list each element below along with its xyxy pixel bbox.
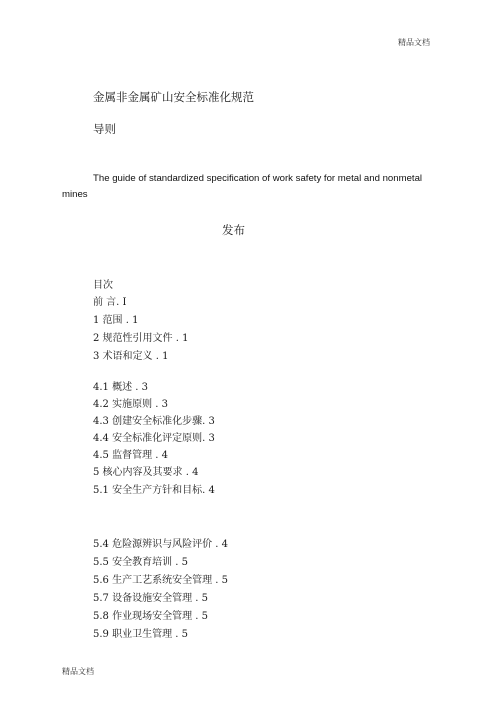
document-title: 金属非金属矿山安全标准化规范: [93, 90, 254, 104]
toc-group-3: [93, 538, 413, 648]
toc-entry[interactable]: 5 核心内容及其要求 . 4: [93, 467, 199, 478]
toc-group-2: [93, 381, 413, 501]
toc-entry[interactable]: 5.4 危险源辨识与风险评价 . 4: [93, 539, 228, 550]
toc-entry[interactable]: 5.7 设备设施安全管理 . 5: [93, 593, 208, 604]
toc-entry[interactable]: 5.8 作业现场安全管理 . 5: [93, 611, 208, 622]
publish-label: 发布: [222, 223, 245, 237]
toc-heading: 目次: [93, 280, 113, 291]
toc-entry[interactable]: 5.6 生产工艺系统安全管理 . 5: [93, 575, 228, 586]
toc-entry[interactable]: 3 术语和定义 . 1: [93, 351, 169, 362]
toc-entry[interactable]: 5.9 职业卫生管理 . 5: [93, 629, 188, 640]
toc-entry[interactable]: 前 言. I: [93, 297, 127, 308]
english-title-line-1: The guide of standardized specification of work safety for metal and nonmetal: [93, 173, 423, 184]
page-header-label: 精品文档: [398, 38, 430, 47]
toc-entry[interactable]: 4.4 安全标准化评定原则. 3: [93, 433, 215, 444]
document-subtitle: 导则: [93, 122, 116, 136]
toc-entry[interactable]: 4.3 创建安全标准化步骤. 3: [93, 416, 215, 427]
toc-entry[interactable]: 2 规范性引用文件 . 1: [93, 333, 189, 344]
toc-entry[interactable]: 4.1 概述 . 3: [93, 382, 148, 393]
toc-entry[interactable]: 5.1 安全生产方针和目标. 4: [93, 485, 215, 496]
toc-entry[interactable]: 5.5 安全教育培训 . 5: [93, 557, 188, 568]
toc-entry[interactable]: 4.2 实施原则 . 3: [93, 399, 168, 410]
toc-entry[interactable]: 1 范围 . 1: [93, 315, 139, 326]
toc-group-1: [93, 296, 413, 366]
toc-entry[interactable]: 4.5 监督管理 . 4: [93, 450, 168, 461]
english-title-line-2: mines: [62, 189, 88, 200]
page-footer-label: 精品文档: [62, 667, 94, 676]
